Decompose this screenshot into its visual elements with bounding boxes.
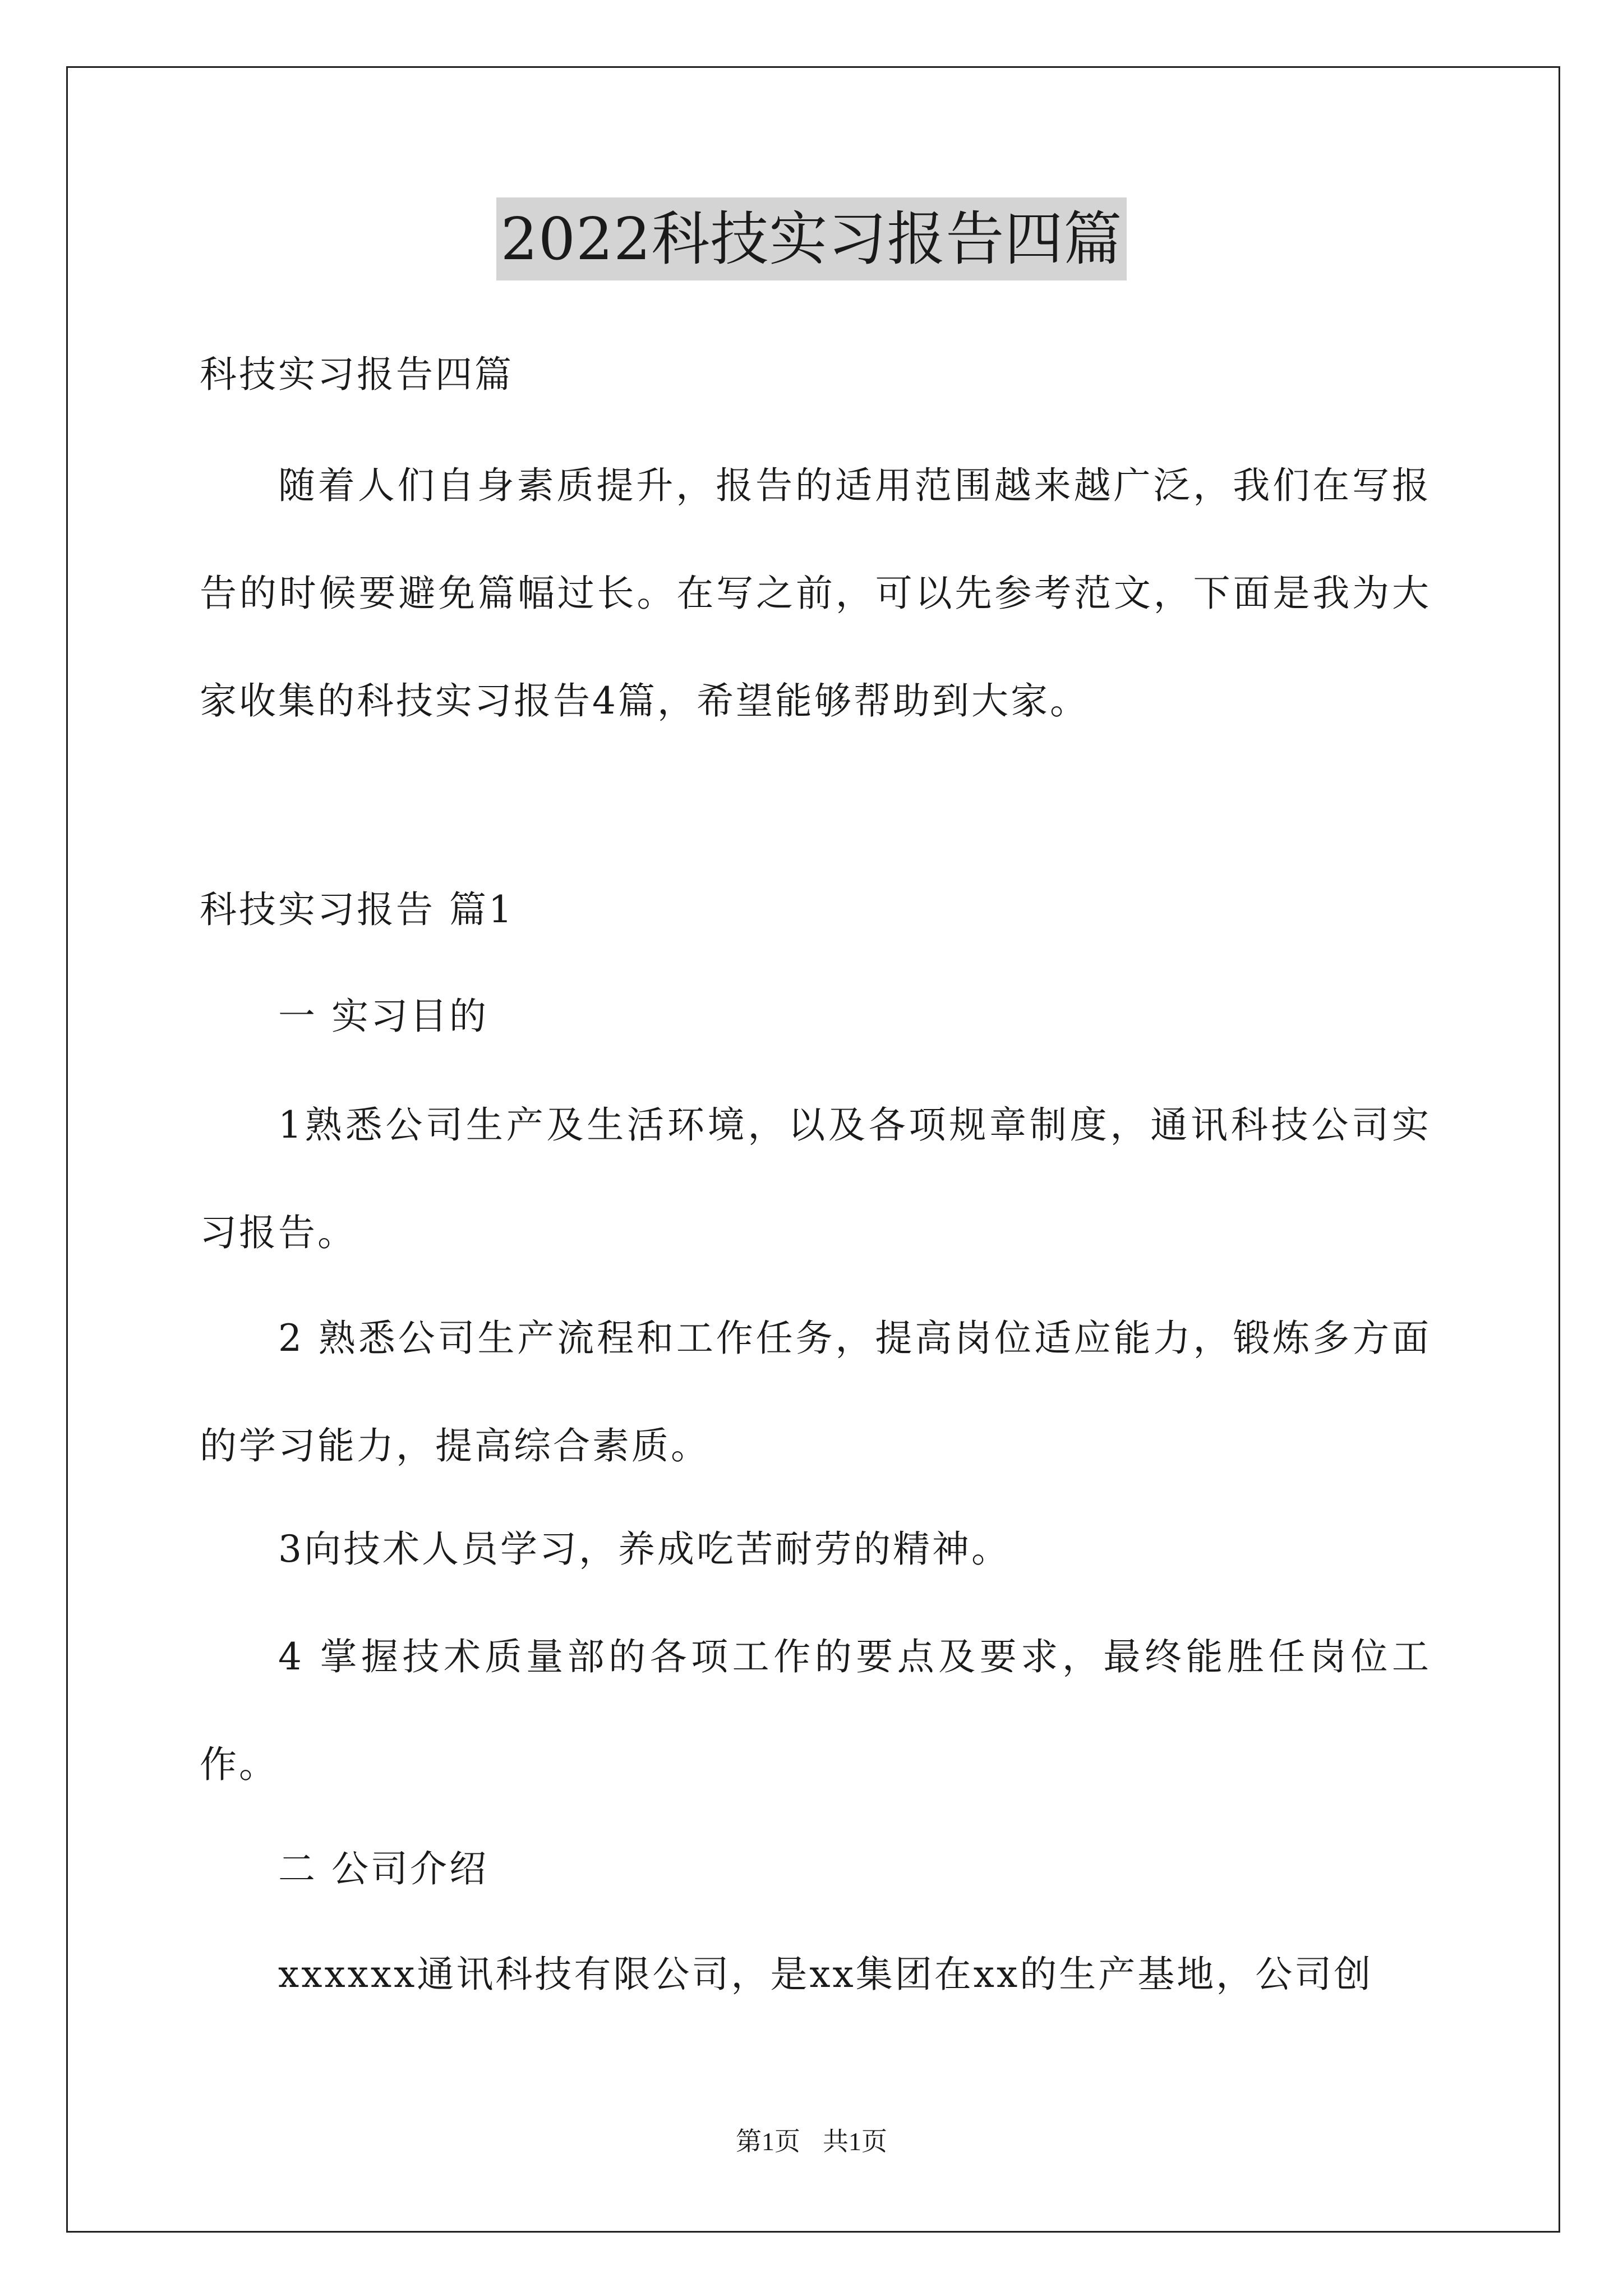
intro-paragraph: 随着人们自身素质提升，报告的适用范围越来越广泛，我们在写报告的时候要避免篇幅过长。在写之前，可以先参考范文，下面是我为大家收集的科技实习报告4篇，希望能够帮助到大家。: [200, 464, 1431, 723]
page-footer: [0, 2125, 1623, 2159]
total-pages: 共1页: [823, 2127, 887, 2156]
document-title: [0, 197, 1623, 282]
purpose-item-4: 4 掌握技术质量部的各项工作的要点及要求，最终能胜任岗位工作。: [200, 1635, 1431, 1786]
purpose-item-1: 1熟悉公司生产及生活环境，以及各项规章制度，通讯科技公司实习报告。: [200, 1103, 1431, 1254]
purpose-item-3: 3向技术人员学习，养成吃苦耐劳的精神。: [278, 1527, 1011, 1571]
purpose-item-2: 2 熟悉公司生产流程和工作任务，提高岗位适应能力，锻炼多方面的学习能力，提高综合素质。: [200, 1317, 1431, 1467]
document-title-text: 2022科技实习报告四篇: [496, 197, 1127, 280]
page-number: 第1页: [736, 2127, 800, 2156]
heading-internship-purpose: 一 实习目的: [278, 995, 488, 1038]
company-intro-paragraph: xxxxxx通讯科技有限公司，是xx集团在xx的生产基地，公司创: [278, 1953, 1373, 1996]
section-heading-part1: 科技实习报告 篇1: [200, 888, 514, 931]
heading-company-intro: 二 公司介绍: [278, 1847, 488, 1890]
subtitle-paragraph: 科技实习报告四篇: [200, 353, 514, 396]
